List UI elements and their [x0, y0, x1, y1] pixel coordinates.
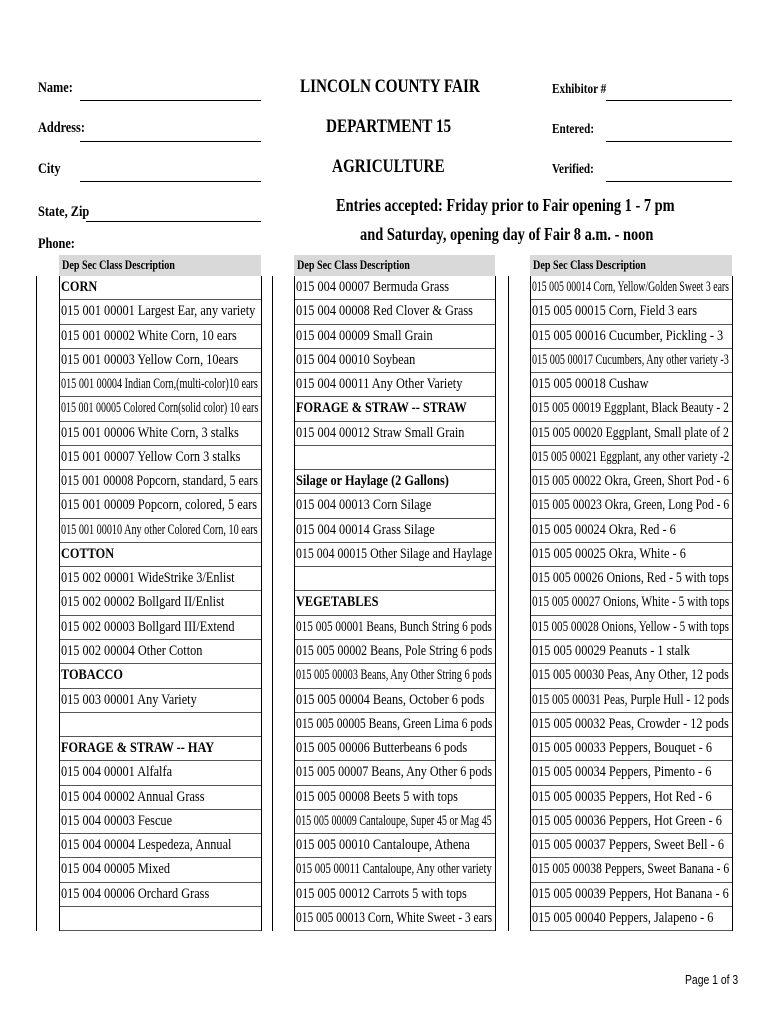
entry-text: 015 005 00013 Corn, White Sweet - 3 ears [296, 909, 493, 926]
entry-text: 015 002 00002 Bollgard II/Enlist [61, 594, 225, 611]
entry-text: 015 001 00009 Popcorn, colored, 5 ears [61, 497, 258, 514]
box-border [495, 276, 496, 931]
entry-row [59, 616, 261, 640]
entry-row [530, 349, 732, 373]
entry-list-2 [294, 276, 495, 931]
entry-text: 015 005 00011 Cantaloupe, Any other variety [296, 861, 492, 878]
entry-row [59, 494, 261, 518]
category-title: AGRICULTURE [332, 156, 445, 177]
entry-row [59, 591, 261, 615]
entry-row [530, 858, 732, 882]
entry-text: 015 005 00026 Onions, Red - 5 with tops [532, 570, 729, 587]
entry-text: 015 001 00008 Popcorn, standard, 5 ears [61, 473, 258, 490]
entry-text: 015 005 00040 Peppers, Jalapeno - 6 [532, 909, 714, 926]
entry-text: 015 005 00034 Peppers, Pimento - 6 [532, 764, 712, 781]
entry-text: 015 001 00006 White Corn, 3 stalks [61, 424, 239, 441]
entry-text: 015 004 00012 Straw Small Grain [296, 424, 465, 441]
entry-text: 015 005 00010 Cantaloupe, Athena [296, 837, 470, 854]
entry-row [59, 567, 261, 591]
entry-row [530, 591, 732, 615]
section-heading-row [59, 543, 261, 567]
entry-row [530, 543, 732, 567]
entry-row [294, 543, 495, 567]
entry-row [294, 664, 495, 688]
entry-row [294, 640, 495, 664]
entry-row [59, 349, 261, 373]
entry-text: 015 005 00005 Beans, Green Lima 6 pods [296, 715, 493, 732]
city-field[interactable] [80, 181, 261, 182]
entry-text: 015 005 00012 Carrots 5 with tops [296, 885, 467, 902]
entry-text: 015 004 00010 Soybean [296, 351, 416, 368]
entry-row [59, 883, 261, 907]
section-heading-row [59, 664, 261, 688]
entry-row [530, 640, 732, 664]
entry-text: 015 004 00005 Mixed [61, 861, 170, 878]
box-border [272, 276, 273, 931]
entry-row [294, 858, 495, 882]
entry-text: 015 001 00003 Yellow Corn, 10ears [61, 351, 239, 368]
box-border [508, 276, 509, 931]
entry-row [530, 494, 732, 518]
entry-text: 015 004 00009 Small Grain [296, 327, 433, 344]
entry-row [530, 519, 732, 543]
entry-row [294, 689, 495, 713]
verified-field[interactable] [606, 181, 732, 182]
entry-row [59, 519, 261, 543]
entry-text: 015 004 00007 Bermuda Grass [296, 279, 450, 295]
entry-row [294, 786, 495, 810]
entry-row [59, 858, 261, 882]
box-border [36, 276, 37, 931]
entry-text: 015 005 00023 Okra, Green, Long Pod - 6 [532, 497, 730, 514]
section-heading-row [294, 397, 495, 421]
entry-row [294, 713, 495, 737]
section-heading: TOBACCO [61, 667, 123, 684]
entry-text: 015 005 00039 Peppers, Hot Banana - 6 [532, 885, 729, 902]
entry-list-3 [530, 276, 732, 931]
entry-row [294, 616, 495, 640]
name-label: Name: [38, 80, 73, 96]
entry-text: 015 002 00004 Other Cotton [61, 642, 203, 659]
box-border [59, 276, 60, 931]
entry-row [59, 397, 261, 421]
entry-text: 015 005 00029 Peanuts - 1 stalk [532, 642, 690, 659]
column-header: Dep Sec Class Description [59, 255, 261, 276]
entry-row [294, 349, 495, 373]
entry-row [59, 446, 261, 470]
exhibitor-label: Exhibitor # [552, 82, 607, 97]
state-zip-label: State, Zip [38, 204, 90, 220]
box-border [261, 276, 262, 931]
entry-text: 015 005 00035 Peppers, Hot Red - 6 [532, 788, 712, 805]
entry-row [530, 567, 732, 591]
entry-row [59, 640, 261, 664]
entry-text: 015 001 00002 White Corn, 10 ears [61, 327, 237, 344]
entry-text: 015 005 00014 Corn, Yellow/Golden Sweet 3 ears [532, 279, 730, 295]
entry-text: 015 004 00014 Grass Silage [296, 521, 435, 538]
column-header: Dep Sec Class Description [294, 255, 495, 276]
entry-text: 015 005 00009 Cantaloupe, Super 45 or Mag 45 [296, 812, 492, 829]
fair-title: LINCOLN COUNTY FAIR [300, 76, 480, 97]
entry-row [59, 422, 261, 446]
entry-text: 015 005 00004 Beans, October 6 pods [296, 691, 485, 708]
entry-row [530, 373, 732, 397]
entry-text: 015 004 00013 Corn Silage [296, 497, 432, 514]
column-header: Dep Sec Class Description [530, 255, 732, 276]
entry-text: 015 001 00007 Yellow Corn 3 stalks [61, 448, 241, 465]
entry-text: 015 005 00006 Butterbeans 6 pods [296, 740, 468, 757]
address-label: Address: [38, 120, 85, 136]
section-heading-row [59, 276, 261, 300]
entry-text: 015 002 00003 Bollgard III/Extend [61, 618, 235, 635]
box-border [530, 276, 531, 931]
entry-row [530, 713, 732, 737]
entry-text: 015 002 00001 WideStrike 3/Enlist [61, 570, 235, 587]
entry-row [530, 470, 732, 494]
entry-row [294, 300, 495, 324]
entry-row [59, 373, 261, 397]
entry-row [530, 907, 732, 931]
entry-row [294, 494, 495, 518]
entry-text: 015 004 00006 Orchard Grass [61, 885, 210, 902]
entry-text: 015 001 00001 Largest Ear, any variety [61, 303, 256, 320]
city-label: City [38, 161, 61, 177]
entry-text: 015 005 00015 Corn, Field 3 ears [532, 303, 698, 320]
department-title: DEPARTMENT 15 [326, 116, 452, 137]
entry-text: 015 005 00024 Okra, Red - 6 [532, 521, 676, 538]
section-heading: COTTON [61, 545, 115, 562]
entry-text: 015 004 00002 Annual Grass [61, 788, 205, 805]
entry-row [59, 470, 261, 494]
entry-row [294, 737, 495, 761]
entry-row [294, 834, 495, 858]
entry-text: 015 004 00008 Red Clover & Grass [296, 303, 473, 320]
page-number: Page 1 of 3 [685, 972, 739, 987]
entry-row [530, 689, 732, 713]
entry-text: 015 005 00036 Peppers, Hot Green - 6 [532, 812, 722, 829]
entry-row [59, 325, 261, 349]
entry-row [59, 810, 261, 834]
entry-row [294, 810, 495, 834]
entry-text: 015 004 00003 Fescue [61, 812, 173, 829]
entries-line-1: Entries accepted: Friday prior to Fair opening 1 - 7 pm [336, 195, 675, 215]
verified-label: Verified: [552, 162, 594, 177]
entry-row [294, 519, 495, 543]
box-border [732, 276, 733, 931]
section-heading-row [59, 737, 261, 761]
entries-line-2: and Saturday, opening day of Fair 8 a.m. - noon [360, 224, 654, 244]
entry-list-1 [59, 276, 261, 931]
entry-row [294, 883, 495, 907]
entry-text: 015 003 00001 Any Variety [61, 691, 197, 708]
entry-text: 015 005 00019 Eggplant, Black Beauty - 2 [532, 400, 729, 417]
entry-text: 015 005 00033 Peppers, Bouquet - 6 [532, 740, 713, 757]
section-heading: Silage or Haylage (2 Gallons) [296, 473, 449, 490]
entered-label: Entered: [552, 122, 595, 137]
phone-label: Phone: [38, 236, 75, 252]
entry-row [59, 689, 261, 713]
entry-text: 015 005 00030 Peas, Any Other, 12 pods [532, 667, 729, 684]
entry-row [294, 907, 495, 931]
entry-text: 015 005 00020 Eggplant, Small plate of 2 [532, 424, 729, 441]
box-border [294, 276, 295, 931]
entry-text: 015 005 00025 Okra, White - 6 [532, 545, 686, 562]
entry-text: 015 005 00027 Onions, White - 5 with tops [532, 594, 730, 611]
section-heading: FORAGE & STRAW -- STRAW [296, 400, 467, 417]
section-heading-row [294, 470, 495, 494]
state-zip-field[interactable] [86, 221, 261, 222]
entry-row [294, 761, 495, 785]
entry-text: 015 004 00004 Lespedeza, Annual [61, 837, 232, 854]
entry-row [59, 786, 261, 810]
entry-text: 015 004 00001 Alfalfa [61, 764, 173, 781]
entry-row [530, 761, 732, 785]
section-heading: FORAGE & STRAW -- HAY [61, 740, 215, 757]
entry-row [530, 422, 732, 446]
entry-text: 015 004 00011 Any Other Variety [296, 376, 463, 393]
entry-row [294, 373, 495, 397]
entry-row [530, 446, 732, 470]
entry-text: 015 005 00021 Eggplant, any other variety -2 [532, 448, 730, 465]
entry-row [530, 300, 732, 324]
blank-row [294, 446, 495, 470]
section-heading: VEGETABLES [296, 594, 379, 611]
entered-field[interactable] [606, 141, 732, 142]
blank-row [59, 713, 261, 737]
entry-text: 015 005 00003 Beans, Any Other String 6 pods [296, 667, 492, 684]
entry-text: 015 005 00032 Peas, Crowder - 12 pods [532, 715, 729, 732]
section-heading: CORN [61, 279, 98, 295]
entry-row [294, 276, 495, 300]
entry-row [530, 810, 732, 834]
entry-row [530, 834, 732, 858]
entry-row [59, 761, 261, 785]
entry-row [530, 616, 732, 640]
entry-text: 015 005 00037 Peppers, Sweet Bell - 6 [532, 837, 724, 854]
section-heading-row [294, 591, 495, 615]
entry-text: 015 005 00002 Beans, Pole String 6 pods [296, 642, 493, 659]
entry-text: 015 005 00022 Okra, Green, Short Pod - 6 [532, 473, 730, 490]
entry-text: 015 005 00038 Peppers, Sweet Banana - 6 [532, 861, 730, 878]
entry-row [530, 325, 732, 349]
entry-text: 015 005 00028 Onions, Yellow - 5 with tops [532, 618, 730, 635]
entry-row [59, 834, 261, 858]
entry-row [294, 422, 495, 446]
name-field[interactable] [80, 100, 261, 101]
exhibitor-field[interactable] [606, 100, 732, 101]
entry-text: 015 005 00007 Beans, Any Other 6 pods [296, 764, 493, 781]
entry-row [530, 737, 732, 761]
entry-text: 015 005 00018 Cushaw [532, 376, 649, 393]
entry-row [530, 276, 732, 300]
entry-text: 015 004 00015 Other Silage and Haylage [296, 545, 493, 562]
entry-text: 015 005 00008 Beets 5 with tops [296, 788, 458, 805]
entry-text: 015 001 00010 Any other Colored Corn, 10 ears [61, 521, 258, 538]
entry-text: 015 005 00017 Cucumbers, Any other variety -3 [532, 351, 729, 368]
entry-text: 015 001 00005 Colored Corn(solid color) 10 ears [61, 400, 259, 417]
entry-text: 015 001 00004 Indian Corn,(multi-color)10 ears [61, 376, 258, 393]
entry-row [530, 883, 732, 907]
entry-row [530, 397, 732, 421]
entry-row [59, 300, 261, 324]
entry-row [530, 664, 732, 688]
entry-text: 015 005 00016 Cucumber, Pickling - 3 [532, 327, 724, 344]
entry-text: 015 005 00031 Peas, Purple Hull - 12 pods [532, 691, 730, 708]
address-field[interactable] [80, 141, 261, 142]
entry-row [530, 786, 732, 810]
blank-row [294, 567, 495, 591]
entry-text: 015 005 00001 Beans, Bunch String 6 pods [296, 618, 492, 635]
entry-row [294, 325, 495, 349]
blank-row [59, 907, 261, 931]
